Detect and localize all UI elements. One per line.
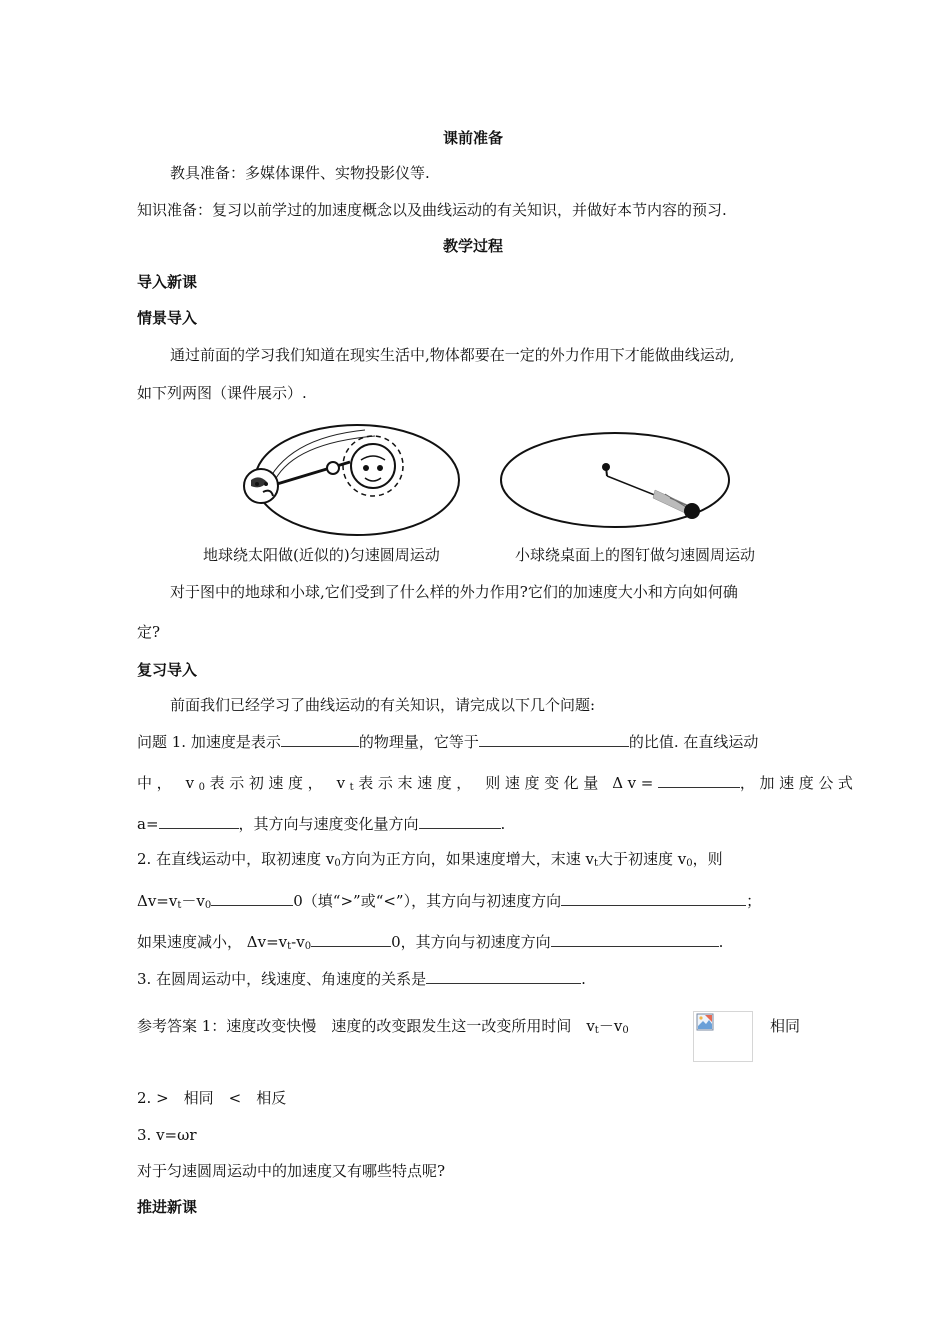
tools-line: 教具准备：多媒体课件、实物投影仪等. [170,164,430,182]
blank-4[interactable] [159,813,239,829]
earth-orbiting-sun-illustration [225,418,465,538]
blank-10[interactable] [426,968,581,984]
blank-1[interactable] [281,731,359,747]
question-1-line-3: a= ，其方向与速度变化量方向 . [137,815,506,833]
blank-5[interactable] [419,813,501,829]
question-paragraph-1: 对于图中的地球和小球,它们受到了什么样的外力作用?它们的加速度大小和方向如何确 [170,583,738,601]
broken-image-icon [696,1013,714,1031]
heading-review: 复习导入 [137,661,198,679]
question-2-line-3: 如果速度减小， $\Delta v=v_t-v_0$ 0，其方向与初速度方向 . [137,933,724,952]
section-title-prep: 课前准备 [443,129,504,147]
caption-left: 地球绕太阳做(近似的)匀速圆周运动 [203,546,440,564]
blank-7[interactable] [561,890,746,906]
followup-question: 对于匀速圆周运动中的加速度又有哪些特点呢? [137,1162,446,1180]
heading-scene: 情景导入 [137,309,198,327]
blank-8[interactable] [311,931,391,947]
answer-1-tail: 相同 [770,1017,801,1035]
ball-on-string-circle-illustration [495,430,755,535]
knowledge-line: 知识准备：复习以前学过的加速度概念以及曲线运动的有关知识，并做好本节内容的预习. [137,201,727,219]
blank-6[interactable] [211,890,293,906]
answer-3: 3. v=ωr [137,1126,197,1144]
scene-paragraph-1: 通过前面的学习我们知道在现实生活中,物体都要在一定的外力作用下才能做曲线运动, [170,346,735,364]
heading-intro: 导入新课 [137,273,198,291]
blank-9[interactable] [551,931,719,947]
question-2-line-2: $\Delta v=v_t-v_0$ 0（填“>”或“<”），其方向与初速度方向 ； [137,892,762,911]
question-paragraph-2: 定? [137,623,161,641]
answer-2: 2. > 相同 < 相反 [137,1089,287,1107]
answer-1: 参考答案 1：速度改变快慢 速度的改变跟发生这一改变所用时间 $v_t-v_0$ [137,1017,629,1036]
question-2-line-1: 2. 在直线运动中，取初速度 $v_0$方向为正方向，如果速度增大，末速 $v_t$大于初速度 $v_0$，则 [137,850,723,869]
embedded-image-placeholder [693,1011,753,1062]
caption-right: 小球绕桌面上的图钉做匀速圆周运动 [515,546,756,564]
section-title-process: 教学过程 [443,237,504,255]
question-1-line-1: 问题 1. 加速度是表示 的物理量，它等于 的比值. 在直线运动 [137,733,759,751]
scene-paragraph-2: 如下列两图（课件展示）. [137,384,307,402]
question-3: 3. 在圆周运动中，线速度、角速度的关系是 . [137,970,586,988]
review-paragraph: 前面我们已经学习了曲线运动的有关知识，请完成以下几个问题: [170,696,596,714]
question-1-line-2: 中， $v_0$表示初速度， $v_t$表示末速度， 则速度变化量 Δv= ，加速度公式 [137,774,858,793]
heading-advance: 推进新课 [137,1198,198,1216]
blank-3[interactable] [658,772,740,788]
blank-2[interactable] [479,731,629,747]
